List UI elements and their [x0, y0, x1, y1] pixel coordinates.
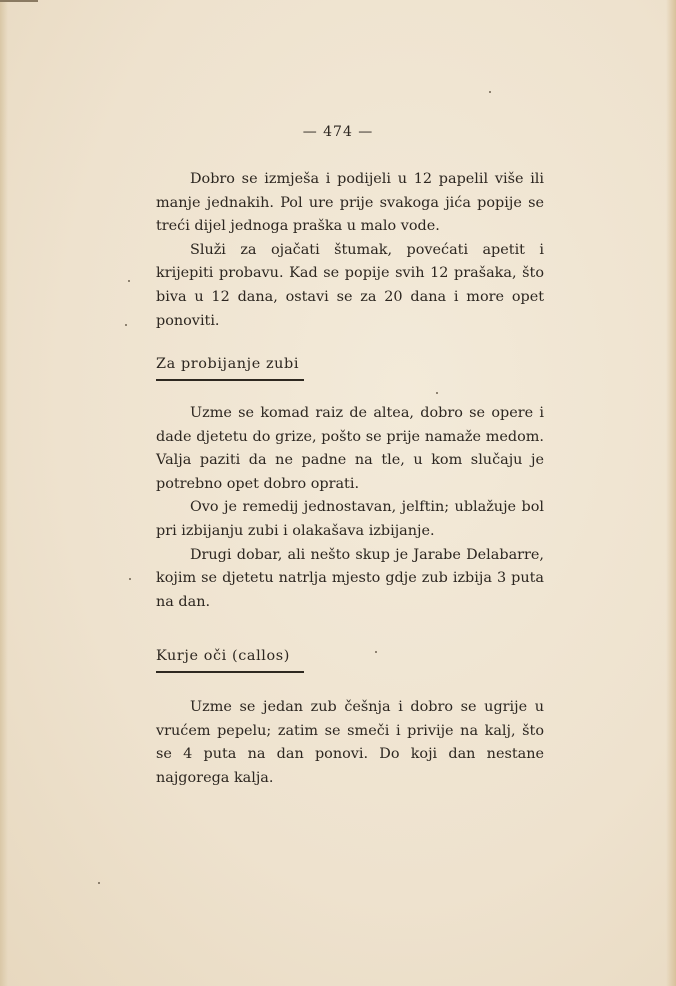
- paragraph: Drugi dobar, ali nešto skup je Jarabe Delabarre, kojim se djetetu natrlja mjesto gdje zub izbija 3 puta na dan.: [156, 546, 544, 610]
- heading-underline: [156, 671, 304, 673]
- intro-text-block: [156, 168, 544, 333]
- paper-speck: [129, 578, 131, 580]
- paper-speck: [98, 882, 100, 884]
- teething-text-block: [156, 402, 544, 614]
- paragraph: Ovo je remedij jednostavan, jelftin; ublažuje bol pri izbijanju zubi i olakašava izbijanje.: [156, 499, 544, 539]
- paragraph: Uzme se jedan zub češnja i dobro se ugrije u vrućem pepelu; zatim se smeči i privije na kalj, što se 4 puta na dan ponovi. Do koji dan nestane najgorega kalja.: [156, 699, 544, 786]
- paragraph: Služi za ojačati štumak, povećati apetit i krijepiti probavu. Kad se popije svih 12 prašaka, što biva u 12 dana, ostavi se za 20 dana i more opet ponoviti.: [156, 241, 544, 329]
- paper-speck: [128, 280, 130, 282]
- page-left-edge: [0, 0, 8, 986]
- paper-speck: [125, 324, 127, 326]
- section-heading-corns: Kurje oči (callos): [156, 648, 290, 664]
- heading-underline: [156, 379, 304, 381]
- paragraph: Dobro se izmješa i podijeli u 12 papelil više ili manje jednakih. Pol ure prije svakoga jića popije se treći dijel jednoga praška u malo vode.: [156, 171, 544, 235]
- paper-speck: [436, 392, 438, 394]
- section-heading-teething: Za probijanje zubi: [156, 356, 300, 372]
- page-right-edge: [666, 0, 676, 986]
- paper-speck: [489, 91, 491, 93]
- corns-text-block: [156, 696, 544, 790]
- scan-top-mark: [0, 0, 38, 2]
- page-number: — 474 —: [302, 124, 374, 140]
- paragraph: Uzme se komad raiz de altea, dobro se opere i dade djetetu do grize, pošto se prije namaže medom. Valja paziti da ne padne na tle, u kom slučaju je potrebno opet dobro oprati.: [156, 405, 544, 492]
- paper-speck: [375, 651, 377, 653]
